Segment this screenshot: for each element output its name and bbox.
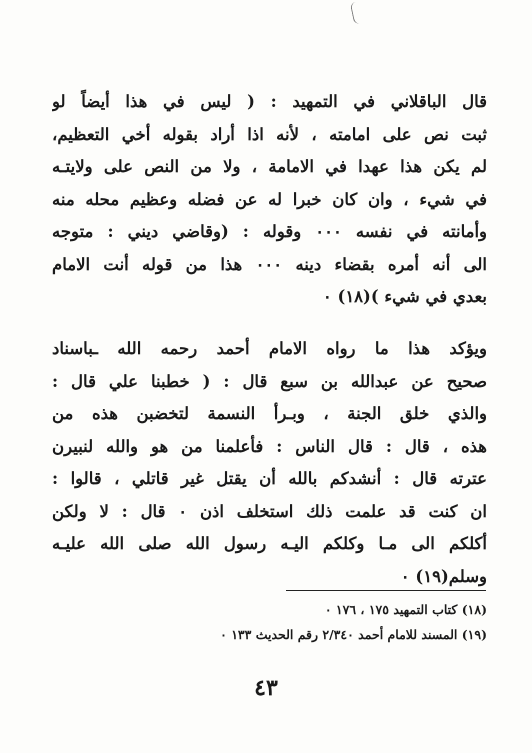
paragraph-1 — [52, 86, 487, 314]
text-line: ثبت نص على امامته ، لأنه اذا أراد بقوله أخي التعظيم، — [52, 124, 487, 144]
text-line: لم يكن هذا عهدا في الامامة ، ولا من النص على ولايتـه — [52, 157, 487, 176]
text-line: صحيح عن عبدالله بن سبع قال : ( خطبنا علي قال : — [52, 371, 487, 391]
text-line: في شيء ، وان كان خبرا له عن فضله وعظيم محله منه — [52, 189, 487, 209]
text-line: وسلم(١٩) ٠ — [400, 566, 487, 586]
text-line: وأمانته في نفسه ٠٠٠ وقوله : (وقاضي ديني : متوجه — [52, 222, 487, 241]
text-line: والذي خلق الجنة ، وبـرأ النسمة لتخضبن هذه من — [52, 404, 487, 423]
footnote-divider — [286, 590, 486, 591]
text-line: بعدي في شيء )(١٨) ٠ — [322, 287, 487, 306]
page-number: ٤٣ — [254, 675, 278, 701]
pencil-mark — [350, 1, 363, 24]
footnotes — [52, 597, 487, 647]
paragraph-2 — [52, 333, 487, 593]
footnote-19: (١٩) المسند للامام أحمد ٢/٣٤٠ رقم الحديث ١٣٣ ٠ — [220, 627, 487, 642]
footnote-18: (١٨) كتاب التمهيد ١٧٥ ، ١٧٦ ٠ — [324, 602, 487, 617]
text-line: أكلكم الى مـا وكلكم اليـه رسول الله صلى الله عليـه — [52, 534, 487, 553]
text-line: هذه ، قال : قال الناس : فأعلمنا من هو والله لنبيرن — [52, 436, 487, 456]
text-line: ويؤكد هذا ما رواه الامام أحمد رحمه الله ـباسناد — [52, 339, 487, 358]
text-line: قال الباقلاني في التمهيد : ( ليس في هذا أيضاً لو — [52, 92, 487, 111]
text-line: عترته قال : أنشدكم بالله أن يقتل غير قاتلي ، قالوا : — [52, 469, 487, 488]
text-line: ان كنت قد علمت ذلك استخلف اذن ٠ قال : لا ولكن — [52, 501, 487, 521]
text-line: الى أنه أمره بقضاء دينه ٠٠٠ هذا من قوله أنت الامام — [52, 254, 487, 274]
